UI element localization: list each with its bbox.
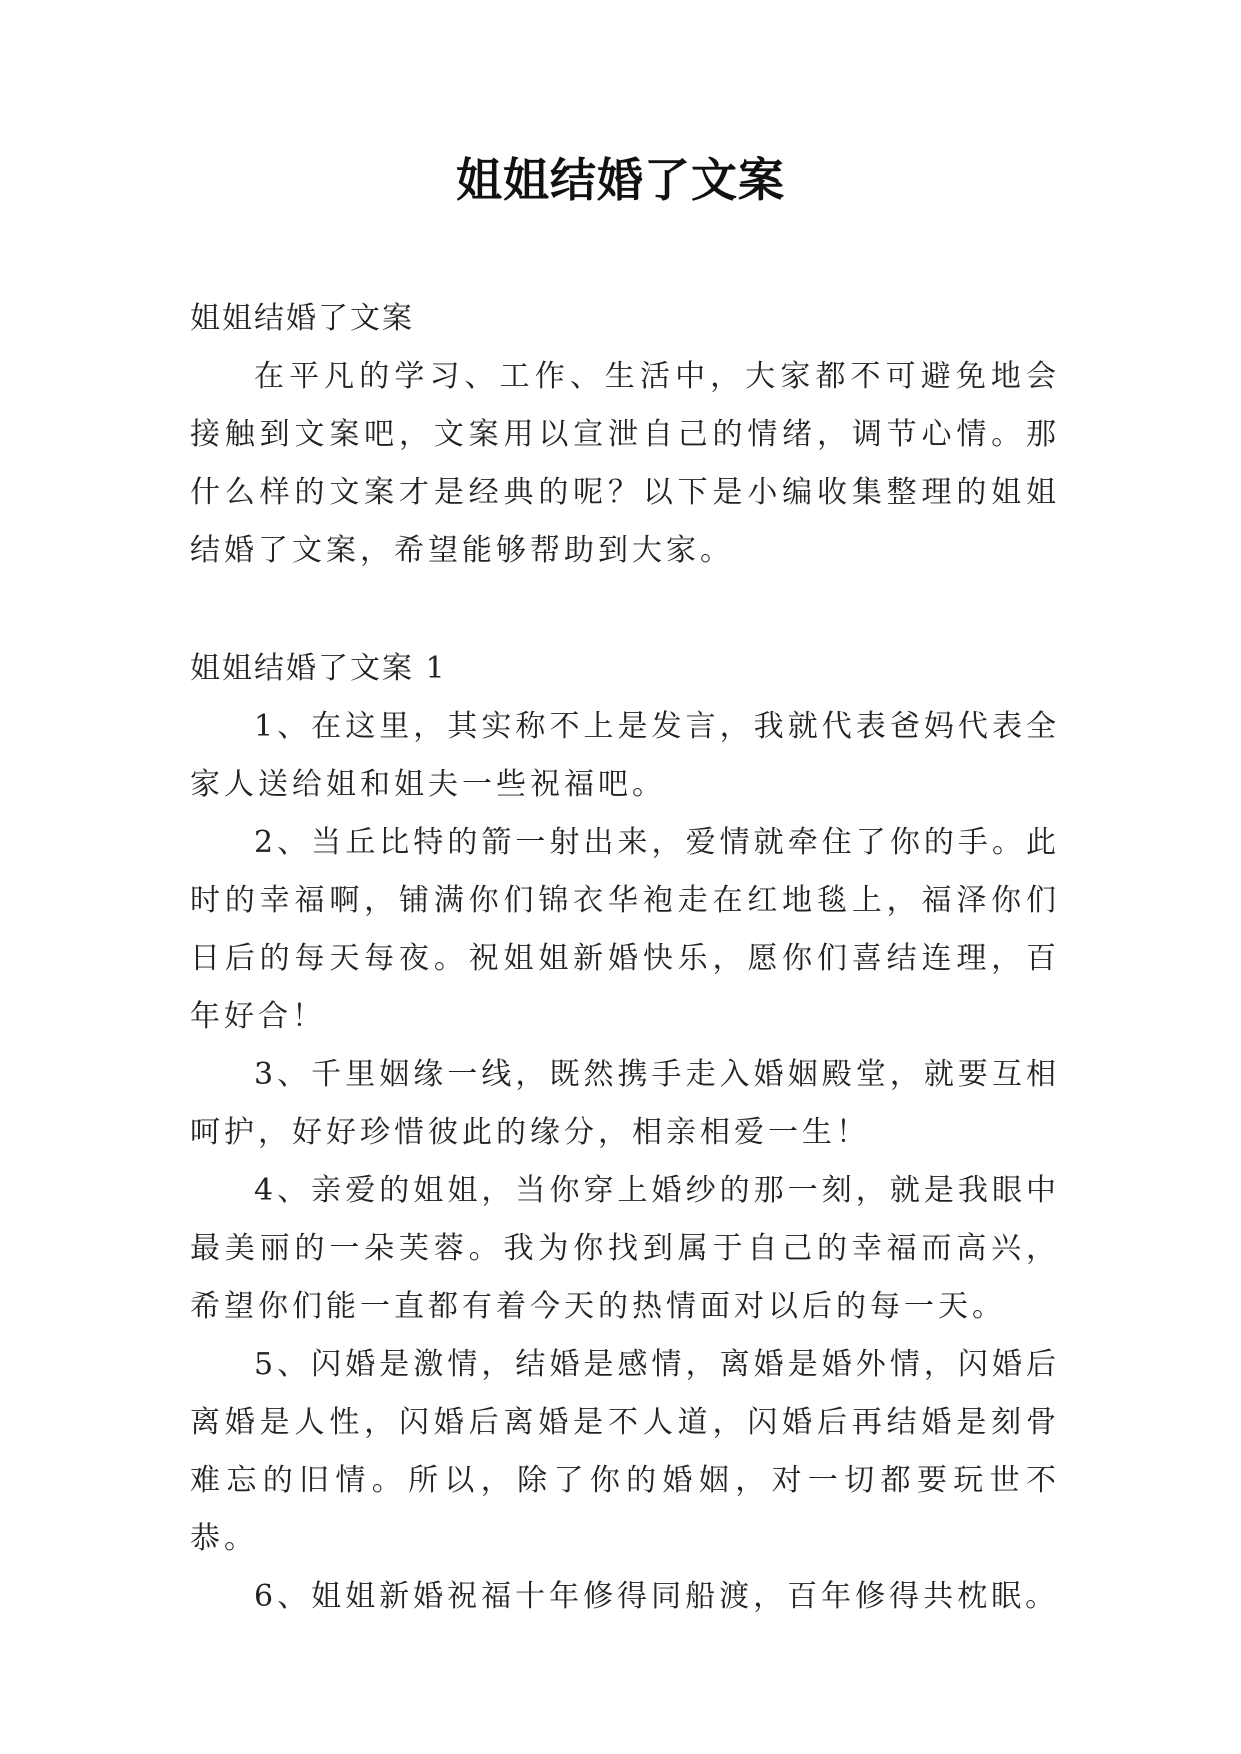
intro-heading: 姐姐结婚了文案 — [190, 301, 414, 336]
list-item-4: 4、亲爱的姐姐，当你穿上婚纱的那一刻，就是我眼中最美丽的一朵芙蓉。我为你找到属于自己的幸福而高兴，希望你们能一直都有着今天的热情面对以后的每一天。 — [190, 1173, 1060, 1324]
document-title: 姐姐结婚了文案 — [456, 153, 785, 207]
list-item-5: 5、闪婚是激情，结婚是感情，离婚是婚外情，闪婚后离婚是人性，闪婚后离婚是不人道，闪婚后再结婚是刻骨难忘的旧情。所以，除了你的婚姻，对一切都要玩世不恭。 — [190, 1347, 1060, 1556]
document-body — [190, 290, 1060, 1626]
list-item-3: 3、千里姻缘一线，既然携手走入婚姻殿堂，就要互相呵护，好好珍惜彼此的缘分，相亲相爱一生！ — [190, 1057, 1060, 1150]
section-spacer — [190, 580, 1060, 640]
section-heading: 姐姐结婚了文案 1 — [190, 651, 447, 686]
intro-paragraph: 在平凡的学习、工作、生活中，大家都不可避免地会接触到文案吧，文案用以宣泄自己的情绪，调节心情。那什么样的文案才是经典的呢？以下是小编收集整理的姐姐结婚了文案，希望能够帮助到大家。 — [190, 359, 1060, 568]
list-item-1: 1、在这里，其实称不上是发言，我就代表爸妈代表全家人送给姐和姐夫一些祝福吧。 — [190, 709, 1060, 802]
list-item-2: 2、当丘比特的箭一射出来，爱情就牵住了你的手。此时的幸福啊，铺满你们锦衣华袍走在红地毯上，福泽你们日后的每天每夜。祝姐姐新婚快乐，愿你们喜结连理，百年好合！ — [190, 825, 1060, 1034]
list-item-6: 6、姐姐新婚祝福十年修得同船渡，百年修得共枕眠。 — [254, 1579, 1060, 1614]
